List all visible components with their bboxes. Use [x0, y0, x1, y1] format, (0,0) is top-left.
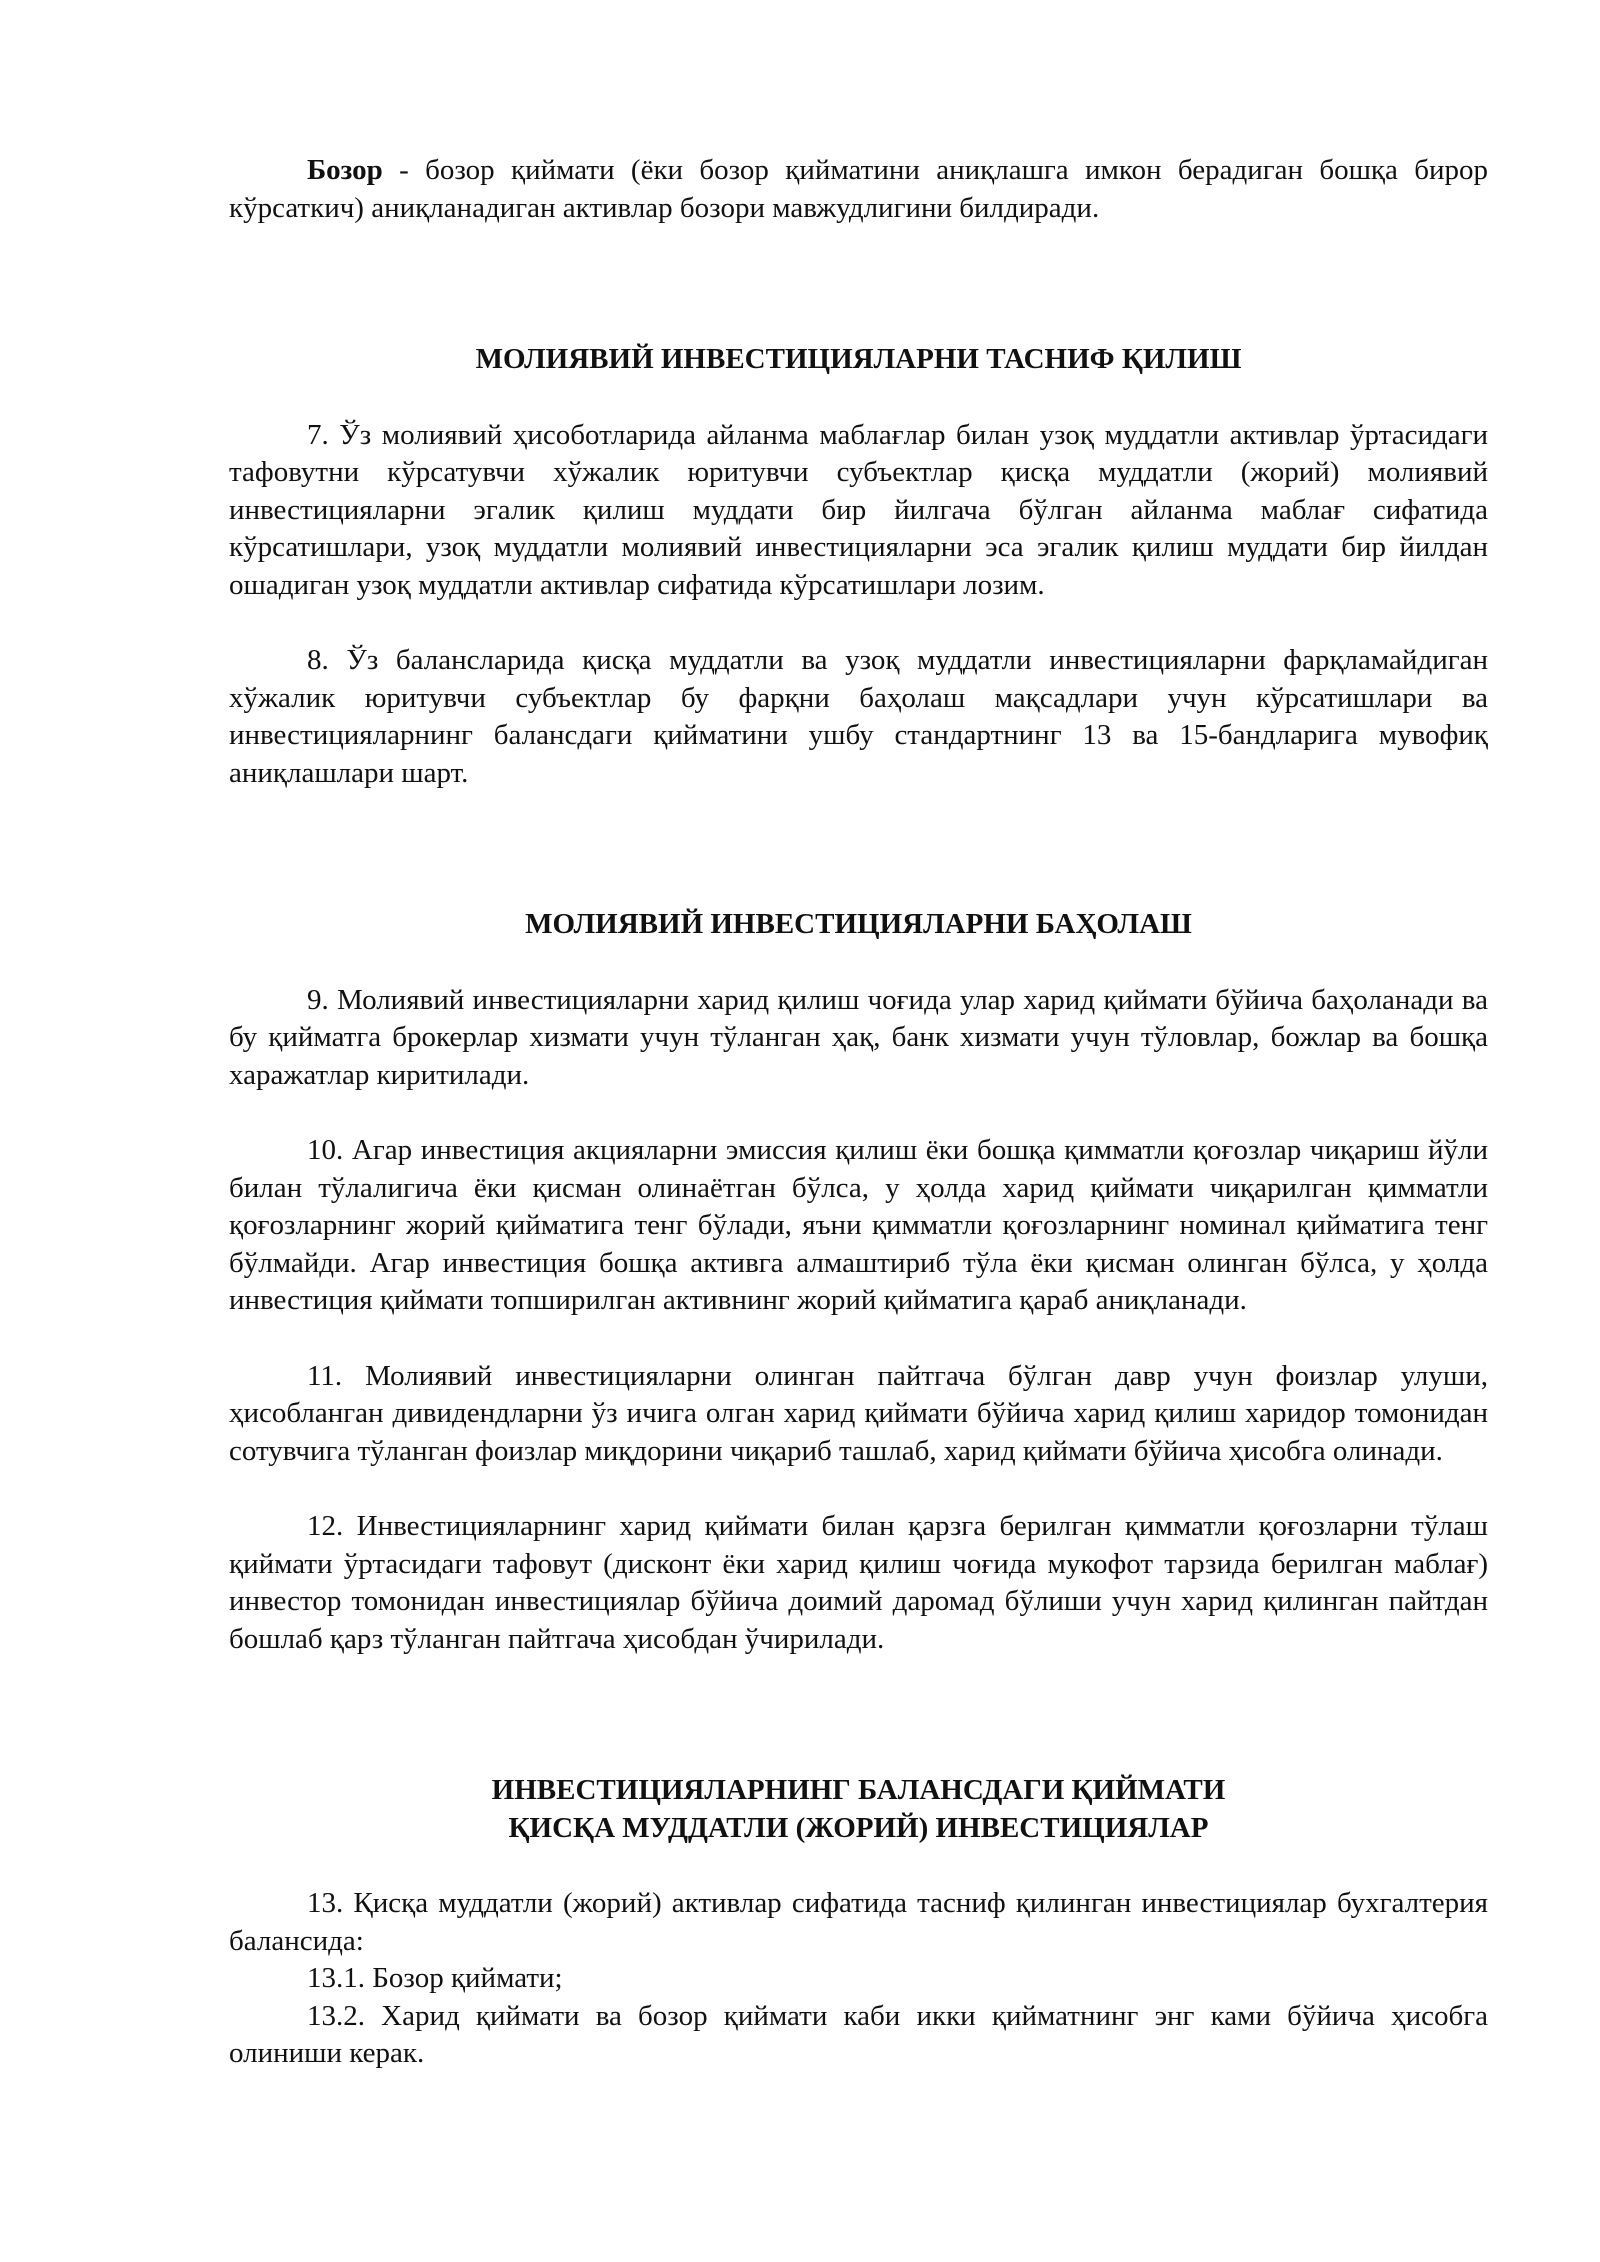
document-page: [229, 152, 1488, 2073]
section-heading-valuation: МОЛИЯВИЙ ИНВЕСТИЦИЯЛАРНИ БАҲОЛАШ: [525, 908, 1192, 940]
paragraph-9: 9. Молиявий инвестицияларни харид қилиш чоғида улар харид қиймати бўйича баҳоланади ва бу қийматга брокерлар хизмати учун тўланган ҳақ, банк хизмати учун тўловлар, божлар ва бошқа харажатлар киритилади.: [229, 983, 1488, 1091]
spacer: [229, 604, 1488, 642]
spacer: [229, 944, 1488, 982]
section-heading-balance-line2: ҚИСҚА МУДДАТЛИ (ЖОРИЙ) ИНВЕСТИЦИЯЛАР: [508, 1811, 1209, 1844]
spacer: [229, 1658, 1488, 1734]
paragraph-7: 7. Ўз молиявий ҳисоботларида айланма маблағлар билан узоқ муддатли активлар ўртасидаги тафовутни кўрсатувчи хўжалик юритувчи субъектлар қисқа муддатли (жорий) молиявий инвестицияларни эгалик қилиш муддати бир йилгача бўлган айланма маблағ сифатида кўрсатишлари, узоқ муддатли молиявий инвестицияларни эса эгалик қилиш муддати бир йилдан ошадиган узоқ муддатли активлар сифатида кўрсатишлари лозим.: [229, 418, 1488, 601]
section-heading-balance-line1: ИНВЕСТИЦИЯЛАРНИНГ БАЛАНСДАГИ ҚИЙМАТИ: [491, 1774, 1226, 1806]
paragraph-13: 13. Қисқа муддатли (жорий) активлар сифатида тасниф қилинган инвестициялар бухгалтерия балансида:: [229, 1887, 1488, 1957]
spacer: [229, 1470, 1488, 1508]
spacer: [229, 1320, 1488, 1358]
paragraph-10: 10. Агар инвестиция акцияларни эмиссия қилиш ёки бошқа қимматли қоғозлар чиқариш йўли билан тўлалигича ёки қисман олинаётган бўлса, у ҳолда харид қиймати чиқарилган қимматли қоғозларнинг жорий қийматига тенг бўлади, яъни қимматли қоғозларнинг номинал қийматига тенг бўлмайди. Агар инвестиция бошқа активга алмаштириб тўла ёки қисман олинган бўлса, у ҳолда инвестиция қиймати топширилган активнинг жорий қийматига қараб аниқланади.: [229, 1134, 1488, 1316]
spacer: [229, 303, 1488, 341]
intro-text: - бозор қиймати (ёки бозор қийматини аниқлашга имкон берадиган бошқа бирор кўрсаткич) аниқланадиган активлар бозори мавжудлигини билдиради.: [229, 154, 1488, 224]
spacer: [229, 1094, 1488, 1132]
spacer: [229, 792, 1488, 868]
intro-term: Бозор: [307, 154, 383, 186]
spacer: [229, 227, 1488, 303]
spacer: [229, 379, 1488, 417]
section-heading-classification: МОЛИЯВИЙ ИНВЕСТИЦИЯЛАРНИ ТАСНИФ ҚИЛИШ: [475, 343, 1242, 375]
paragraph-11: 11. Молиявий инвестицияларни олинган пайтгача бўлган давр учун фоизлар улуши, ҳисобланган дивидендларни ўз ичига олган харид қиймати бўйича харид қилиш харидор томонидан сотувчига тўланган фоизлар миқдорини чиқариб ташлаб, харид қиймати бўйича ҳисобга олинади.: [229, 1359, 1488, 1467]
spacer: [229, 1734, 1488, 1772]
spacer: [229, 1847, 1488, 1885]
intro-paragraph: [229, 152, 1488, 227]
paragraph-12: 12. Инвестицияларнинг харид қиймати билан қарзга берилган қимматли қоғозларни тўлаш қиймати ўртасидаги тафовут (дисконт ёки харид қилиш чоғида мукофот тарзида берилган маблағ) инвестор томонидан инвестициялар бўйича доимий даромад бўлиши учун харид қилинган пайтдан бошлаб қарз тўланган пайтгача ҳисобдан ўчирилади.: [229, 1510, 1488, 1655]
paragraph-13-1: 13.1. Бозор қиймати;: [307, 1962, 563, 1994]
spacer: [229, 868, 1488, 906]
paragraph-8: 8. Ўз балансларида қисқа муддатли ва узоқ муддатли инвестицияларни фарқламайдиган хўжалик юритувчи субъектлар бу фарқни баҳолаш мақсадлари учун кўрсатишлари ва инвестицияларнинг балансдаги қийматини ушбу стандартнинг 13 ва 15-бандларига мувофиқ аниқлашлари шарт.: [229, 644, 1488, 789]
paragraph-13-2: 13.2. Харид қиймати ва бозор қиймати каби икки қийматнинг энг ками бўйича ҳисобга олиниши керак.: [229, 1999, 1488, 2069]
